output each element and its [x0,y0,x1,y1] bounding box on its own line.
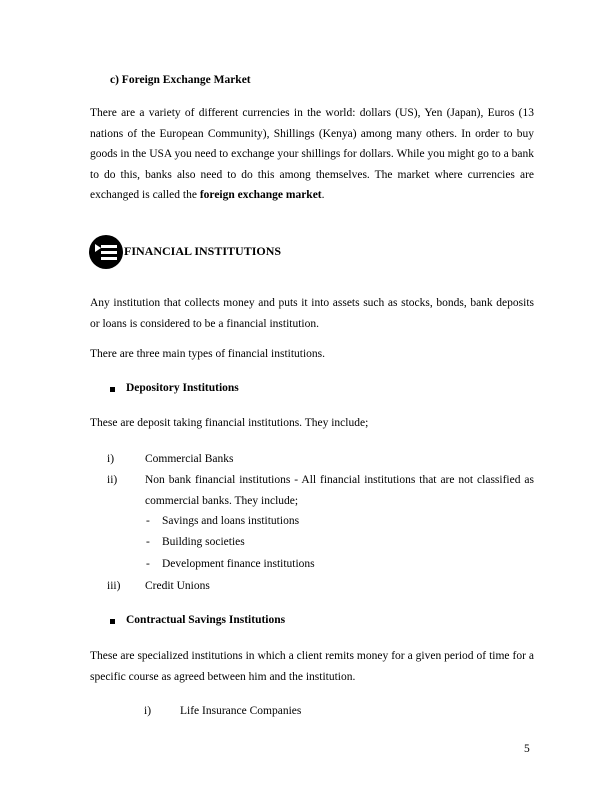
types-sentence: There are three main types of financial institutions. [90,348,326,360]
financial-institutions-intro: Any institution that collects money and puts it into assets such as stocks, bonds, bank deposits or loans is considered to be a financial institution. [90,297,534,330]
subheading-contractual-savings: Contractual Savings Institutions [126,614,286,626]
list-item-credit-unions: Credit Unions [145,580,210,592]
sub-list-marker: - [146,558,150,570]
list-item-life-insurance: Life Insurance Companies [180,705,302,717]
sub-list-item-building-societies: Building societies [162,536,245,548]
list-marker: ii) [107,474,118,486]
paragraph-text: There are a variety of different currencies in the world: dollars (US), Yen (Japan), Euros (13 nations of the European Community), Shillings (Kenya) among many others. In order to buy goods in the USA you need to exchange your shillings for dollars. While you might go to a bank to do this, banks also need to do this among themselves. The market where currencies are exchanged is called the [90,107,534,201]
contractual-description: These are specialized institutions in which a client remits money for a given period of time for a specific course as agreed between him and the institution. [90,650,534,683]
square-bullet-icon [110,619,115,624]
subheading-depository-institutions: Depository Institutions [126,382,239,394]
section-heading-foreign-exchange: c) Foreign Exchange Market [110,74,251,86]
depository-description: These are deposit taking financial institutions. They include; [90,417,369,429]
paragraph-end: . [321,189,325,201]
section-heading-financial-institutions: FINANCIAL INSTITUTIONS [124,244,282,258]
list-marker: i) [107,453,115,465]
square-bullet-icon [110,387,115,392]
sub-list-marker: - [146,515,150,527]
sub-list-item-development-finance: Development finance institutions [162,558,315,570]
list-circle-icon [89,235,123,269]
list-item-commercial-banks: Commercial Banks [145,453,234,465]
page-number: 5 [524,743,530,755]
sub-list-item-savings-loans: Savings and loans institutions [162,515,300,527]
list-item-non-bank: Non bank financial institutions - All financial institutions that are not classified as commercial banks. They include; [145,474,534,507]
foreign-exchange-paragraph [90,103,534,206]
list-marker: iii) [107,580,121,592]
paragraph-bold-term: foreign exchange market [199,189,322,201]
sub-list-marker: - [146,536,150,548]
list-marker: i) [144,705,152,717]
